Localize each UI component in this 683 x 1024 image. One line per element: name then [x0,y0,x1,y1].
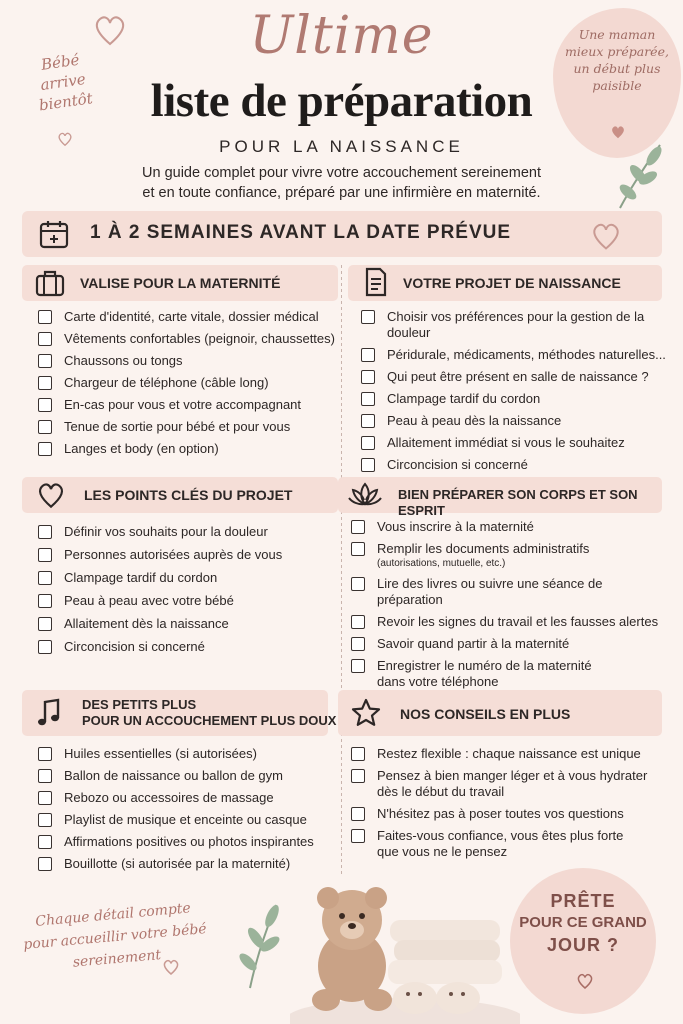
checklist-item [38,593,338,609]
checklist-item [38,616,338,632]
item-label: Vous inscrire à la maternité [377,519,534,534]
section-title-line: POUR UN ACCOUCHEMENT PLUS DOUX [82,713,337,728]
checklist-item [38,419,338,435]
checklist-item-text [64,746,257,762]
item-label: Circoncision si concerné [387,457,528,472]
checkbox[interactable] [38,571,52,585]
right-quote: Une maman mieux préparée, un début plus paisible [565,27,669,93]
checkbox[interactable] [361,370,375,384]
item-label: Remplir les documents administratifs [377,541,590,556]
item-label: Vêtements confortables (peignoir, chaussettes) [64,331,335,346]
heart-small-icon [162,958,180,976]
teddy-bear-illustration [290,880,520,1024]
checklist-item-text [64,593,234,609]
checkbox[interactable] [351,769,365,783]
section-title-projet: VOTRE PROJET DE NAISSANCE [403,275,621,291]
section-title-points: LES POINTS CLÉS DU PROJET [84,487,293,503]
checklist-item-text [377,519,534,535]
checkbox[interactable] [361,348,375,362]
item-label-line2: dans votre téléphone [377,674,499,689]
badge-line: PRÊTE [550,891,616,911]
item-label: Savoir quand partir à la maternité [377,636,570,651]
item-label: Clampage tardif du cordon [387,391,541,406]
item-label-line2: que vous ne le pensez [377,844,508,859]
star-icon [350,697,382,729]
suitcase-icon [34,268,66,298]
checklist-item [38,790,338,806]
checklist-item-text [64,397,301,413]
checklist-item-text [377,828,623,860]
heart-icon [36,480,66,510]
checkbox[interactable] [38,332,52,346]
item-label: Chargeur de téléphone (câble long) [64,375,269,390]
checklist-item [351,541,671,570]
checklist-item-text [64,309,319,325]
checklist-item [38,309,338,325]
checklist-item-text [377,658,592,690]
checklist-item-text [387,413,561,429]
item-label: Allaitement dès la naissance [64,616,229,631]
checklist-item [38,570,338,586]
checklist-item [351,614,671,630]
footer-quote: Chaque détail compte pour accueillir votre bébé sereinement [22,900,208,971]
heart-small-icon [576,972,594,990]
intro-line: et en toute confiance, préparé par une infirmière en maternité. [142,185,541,201]
checklist-item [38,331,338,347]
checkbox[interactable] [38,525,52,539]
checklist-item [38,353,338,369]
document-icon [363,266,389,298]
item-label: Peau à peau avec votre bébé [64,593,234,608]
checkbox[interactable] [38,594,52,608]
checklist-item [361,435,671,451]
checklist-item-text [387,309,671,341]
checklist-plus [38,746,338,878]
checklist-item [351,658,671,690]
checkbox[interactable] [38,398,52,412]
checklist-item [38,639,338,655]
checklist-item-text [387,391,540,407]
item-label: Pensez à bien manger léger et à vous hydrater [377,768,648,783]
item-label: N'hésitez pas à poser toutes vos questions [377,806,624,821]
checklist-item-text [64,856,290,872]
checklist-item [351,806,671,822]
checklist-item-text [64,419,290,435]
checklist-item-text [64,375,269,391]
heart-doodle-icon [590,220,622,252]
item-label-line2: dès le début du travail [377,784,505,799]
checklist-item-text [64,616,229,632]
item-label: Playlist de musique et enceinte ou casque [64,812,307,827]
checklist-item [351,519,671,535]
title-script: Ultime [249,6,434,66]
checkbox[interactable] [361,392,375,406]
item-label: Rebozo ou accessoires de massage [64,790,274,805]
checklist-item [38,834,338,850]
checklist-item [361,369,671,385]
checkbox[interactable] [351,807,365,821]
section-title-line: DES PETITS PLUS [82,697,197,712]
checklist-item-text [387,435,625,451]
checkbox[interactable] [38,640,52,654]
checklist-item-text [377,746,641,762]
left-quote: Bébé arrive bientôt [37,50,94,115]
checkbox[interactable] [38,857,52,871]
checklist-item [361,391,671,407]
checkbox[interactable] [361,414,375,428]
checklist-item-text [64,639,205,655]
item-sublabel: (autorisations, mutuelle, etc.) [377,558,506,569]
checkbox[interactable] [351,747,365,761]
item-label: Clampage tardif du cordon [64,570,218,585]
item-label: Circoncision si concerné [64,639,205,654]
badge-line: POUR CE GRAND [519,914,647,931]
checkbox[interactable] [38,617,52,631]
checklist-item [361,457,671,473]
checklist-item-text [377,806,624,822]
checklist-item-text [64,570,217,586]
checklist-item [38,441,338,457]
item-label: Allaitement immédiat si vous le souhaitez [387,435,625,450]
checklist-item [351,746,671,762]
checkbox[interactable] [38,442,52,456]
item-label: Langes et body (en option) [64,441,219,456]
item-label: Chaussons ou tongs [64,353,183,368]
page-title: liste de préparation [150,75,533,127]
checklist-valise [38,309,338,463]
item-label: Personnes autorisées auprès de vous [64,547,283,562]
lotus-icon [347,480,383,510]
item-label: Carte d'identité, carte vitale, dossier médical [64,309,319,324]
item-label: Qui peut être présent en salle de naissance ? [387,369,649,384]
checklist-item [38,397,338,413]
checkbox[interactable] [38,310,52,324]
music-note-icon [36,697,62,729]
item-label: Tenue de sortie pour bébé et pour vous [64,419,291,434]
checklist-item-text [387,347,666,363]
checklist-item [38,812,338,828]
checklist-item [351,768,671,800]
item-label: Définir vos souhaits pour la douleur [64,524,268,539]
checklist-item-text [64,331,335,347]
checkbox[interactable] [38,548,52,562]
checkbox[interactable] [38,791,52,805]
leaf-branch-icon [228,900,288,990]
checklist-item-text [64,768,283,784]
checklist-item-text [64,790,274,806]
item-label: En-cas pour vous et votre accompagnant [64,397,302,412]
checkbox[interactable] [38,354,52,368]
checklist-item [38,547,338,563]
item-label: Revoir les signes du travail et les fausses alertes [377,614,659,629]
checklist-item-text [377,541,589,570]
item-label: Faites-vous confiance, vous êtes plus forte [377,828,624,843]
timeline-banner-title: 1 À 2 SEMAINES AVANT LA DATE PRÉVUE [90,222,512,243]
checklist-item-text [64,353,183,369]
checklist-item-text [377,614,658,630]
checklist-corps [351,519,671,696]
intro-line: Un guide complet pour vivre votre accouchement sereinement [142,165,541,181]
checkbox[interactable] [351,615,365,629]
checklist-item-text [377,768,647,800]
checkbox[interactable] [38,420,52,434]
checklist-item-text [64,834,314,850]
page-subtitle: POUR LA NAISSANCE [219,137,464,156]
badge-line: JOUR ? [546,935,619,955]
item-label: Choisir vos préférences pour la gestion de la douleur [387,309,645,340]
checklist-item-text [64,441,219,457]
checkbox[interactable] [38,769,52,783]
checklist-item [351,636,671,652]
item-label: Peau à peau dès la naissance [387,413,562,428]
checklist-item-text [387,369,649,385]
section-title-valise: VALISE POUR LA MATERNITÉ [80,275,281,291]
checkbox[interactable] [361,458,375,472]
item-label: Restez flexible : chaque naissance est unique [377,746,641,761]
section-title-conseils: NOS CONSEILS EN PLUS [400,706,571,722]
checkbox[interactable] [38,376,52,390]
checkbox[interactable] [351,577,365,591]
checkbox[interactable] [361,310,375,324]
intro-text [80,163,603,203]
item-label: Ballon de naissance ou ballon de gym [64,768,283,783]
item-label: Huiles essentielles (si autorisées) [64,746,257,761]
checkbox[interactable] [351,637,365,651]
checklist-item [351,576,671,608]
checkbox[interactable] [38,835,52,849]
checkbox[interactable] [38,813,52,827]
checklist-item-text [64,812,307,828]
checklist-points [38,524,338,662]
checkbox[interactable] [38,747,52,761]
checklist-item-text [64,524,268,540]
checklist-projet [361,309,671,479]
item-label: Affirmations positives ou photos inspirantes [64,834,314,849]
item-label: Péridurale, médicaments, méthodes naturelles... [387,347,666,362]
checklist-item [361,413,671,429]
checkbox[interactable] [351,829,365,843]
checkbox[interactable] [351,542,365,556]
checklist-conseils [351,746,671,866]
checklist-item [361,347,671,363]
checkbox[interactable] [351,659,365,673]
ready-badge-text [510,890,656,956]
section-title-corps: BIEN PRÉPARER SON CORPS ET SON ESPRIT [398,487,638,518]
column-divider [341,265,342,875]
checklist-item [38,856,338,872]
checklist-item-text [377,636,569,652]
checklist-item [38,746,338,762]
item-label: Enregistrer le numéro de la maternité [377,658,592,673]
checkbox[interactable] [361,436,375,450]
checklist-item-text [64,547,282,563]
item-label: Lire des livres ou suivre une séance de préparation [377,576,603,607]
calendar-icon [38,218,70,250]
checklist-item [38,768,338,784]
checklist-item-text [377,576,671,608]
checklist-item [361,309,671,341]
checklist-item [351,828,671,860]
section-title-plus [82,697,336,729]
checklist-item [38,375,338,391]
checklist-item-text [387,457,528,473]
item-label: Bouillotte (si autorisée par la maternité) [64,856,291,871]
checklist-item [38,524,338,540]
checkbox[interactable] [351,520,365,534]
